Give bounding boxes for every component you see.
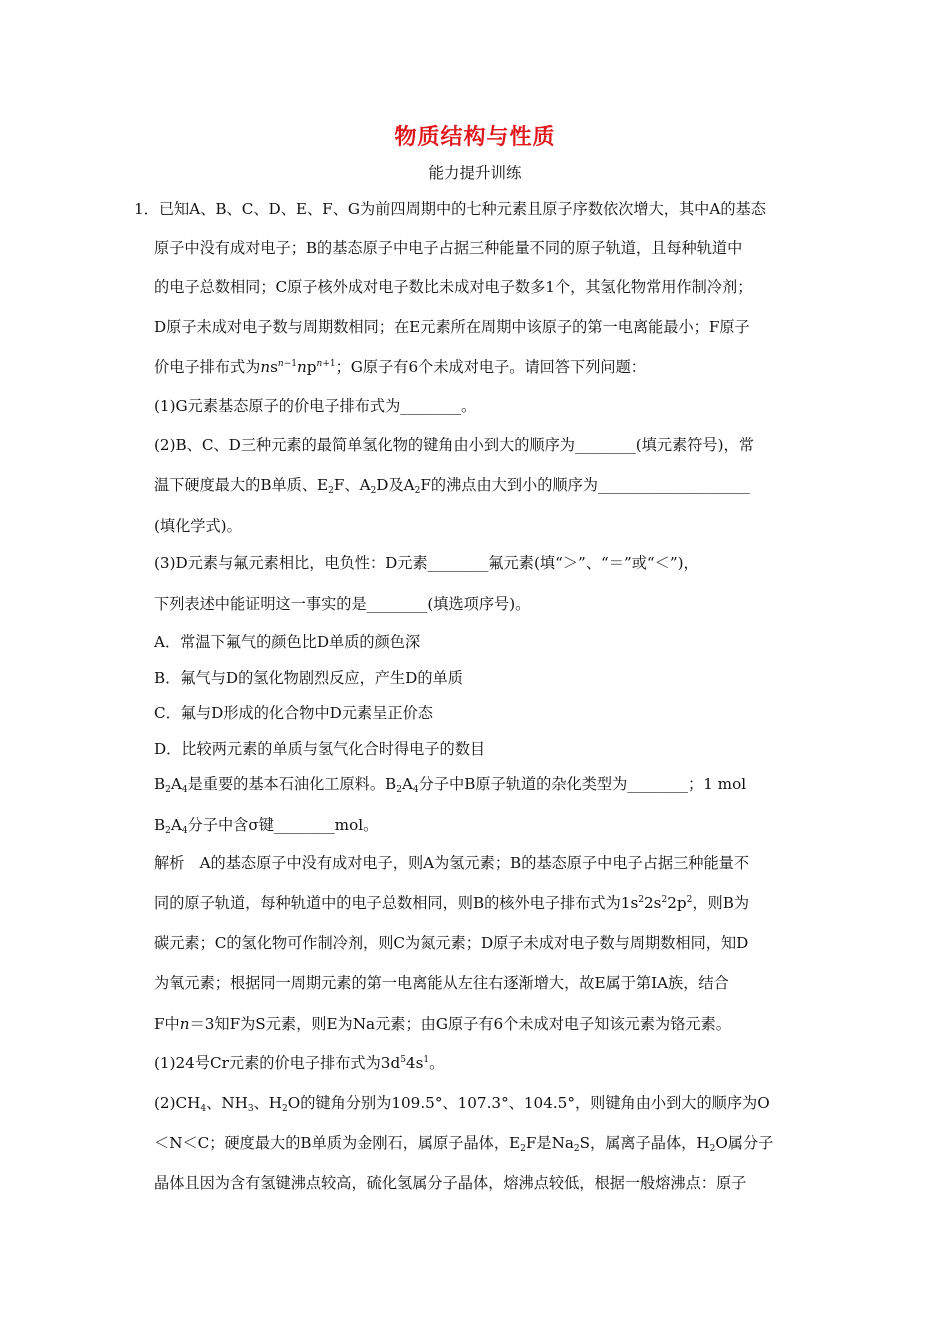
part-4-line-2: $B_2A_4$分子中含σ键________mol。 <box>154 816 379 836</box>
question-1-line-4: D原子未成对电子数与周期数相同；在E元素所在周期中该原子的第一电离能最小；F原子 <box>154 318 750 336</box>
part-1: (1)G元素基态原子的价电子排布式为________。 <box>154 397 477 415</box>
question-1-line-5: 价电子排布式为$ns^{n-1}np^{n+1}$；G原子有6个未成对电子。请回答下列问题： <box>154 358 646 376</box>
question-1-line-1: 1．已知A、B、C、D、E、F、G为前四周期中的七种元素且原子序数依次增大，其中A的基态 <box>134 200 766 218</box>
part-3-line-1: (3)D元素与氟元素相比，电负性：D元素________氟元素(填“＞”、“＝”或“＜”)， <box>154 554 699 572</box>
analysis-line-3: 碳元素；C的氢化物可作制冷剂，则C为氮元素；D原子未成对电子数与周期数相同，知D <box>154 934 749 952</box>
part-2-line-1: (2)B、C、D三种元素的最简单氢化物的键角由小到大的顺序为________(填元素符号)，常 <box>154 436 754 454</box>
option-d: D．比较两元素的单质与氢气化合时得电子的数目 <box>154 740 486 758</box>
answer-2-line-1: $(2)CH_4$、$NH_3$、$H_2O$的键角分别为109.5°、107.3°、104.5°，则键角由小到大的顺序为O <box>154 1094 770 1114</box>
part-2-line-3: (填化学式)。 <box>154 517 242 535</box>
question-1-line-2: 原子中没有成对电子；B的基态原子中电子占据三种能量不同的原子轨道，且每种轨道中 <box>154 239 743 257</box>
analysis-line-4: 为氧元素；根据同一周期元素的第一电离能从左往右逐渐增大，故E属于第ⅠA族，结合 <box>154 974 729 992</box>
question-1-line-3: 的电子总数相同；C原子核外成对电子数比未成对电子数多1个，其氢化物常用作制冷剂； <box>154 278 753 296</box>
part-3-line-2: 下列表述中能证明这一事实的是________(填选项序号)。 <box>154 595 531 613</box>
part-2-line-2: 温下硬度最大的B单质、$E_2F$、$A_2D$及$A_2F$的沸点由大到小的顺序为____________________ <box>154 476 750 496</box>
answer-2-line-3: 晶体且因为含有氢键沸点较高，硫化氢属分子晶体，熔沸点较低，根据一般熔沸点：原子 <box>154 1174 747 1192</box>
analysis-line-5: F中n＝3知F为S元素，则E为Na元素；由G原子有6个未成对电子知该元素为铬元素。 <box>154 1015 731 1033</box>
answer-1: (1)24号Cr元素的价电子排布式为$3d^54s^1$。 <box>154 1054 445 1072</box>
page-subtitle: 能力提升训练 <box>428 164 522 182</box>
option-a: A．常温下氟气的颜色比D单质的颜色深 <box>154 633 421 651</box>
question-number: 1． <box>134 200 159 218</box>
page-title: 物质结构与性质 <box>394 124 556 150</box>
option-b: B．氟气与D的氢化物剧烈反应，产生D的单质 <box>154 669 463 687</box>
answer-2-line-2: ＜N＜C；硬度最大的B单质为金刚石，属原子晶体，$E_2F$是$Na_2S$，属离子晶体，$H_2O$属分子 <box>154 1134 774 1154</box>
analysis-label: 解析 <box>154 854 185 872</box>
analysis-line-1: 解析 A的基态原子中没有成对电子，则A为氢元素；B的基态原子中电子占据三种能量不 <box>154 854 750 872</box>
option-c: C．氟与D形成的化合物中D元素呈正价态 <box>154 704 433 722</box>
part-4-line-1: $B_2A_4$是重要的基本石油化工原料。$B_2A_4$分子中B原子轨道的杂化类型为________；1 mol <box>154 775 747 795</box>
analysis-line-2: 同的原子轨道，每种轨道中的电子总数相同，则B的核外电子排布式为$1s^22s^22p^2$，则B为 <box>154 894 750 912</box>
